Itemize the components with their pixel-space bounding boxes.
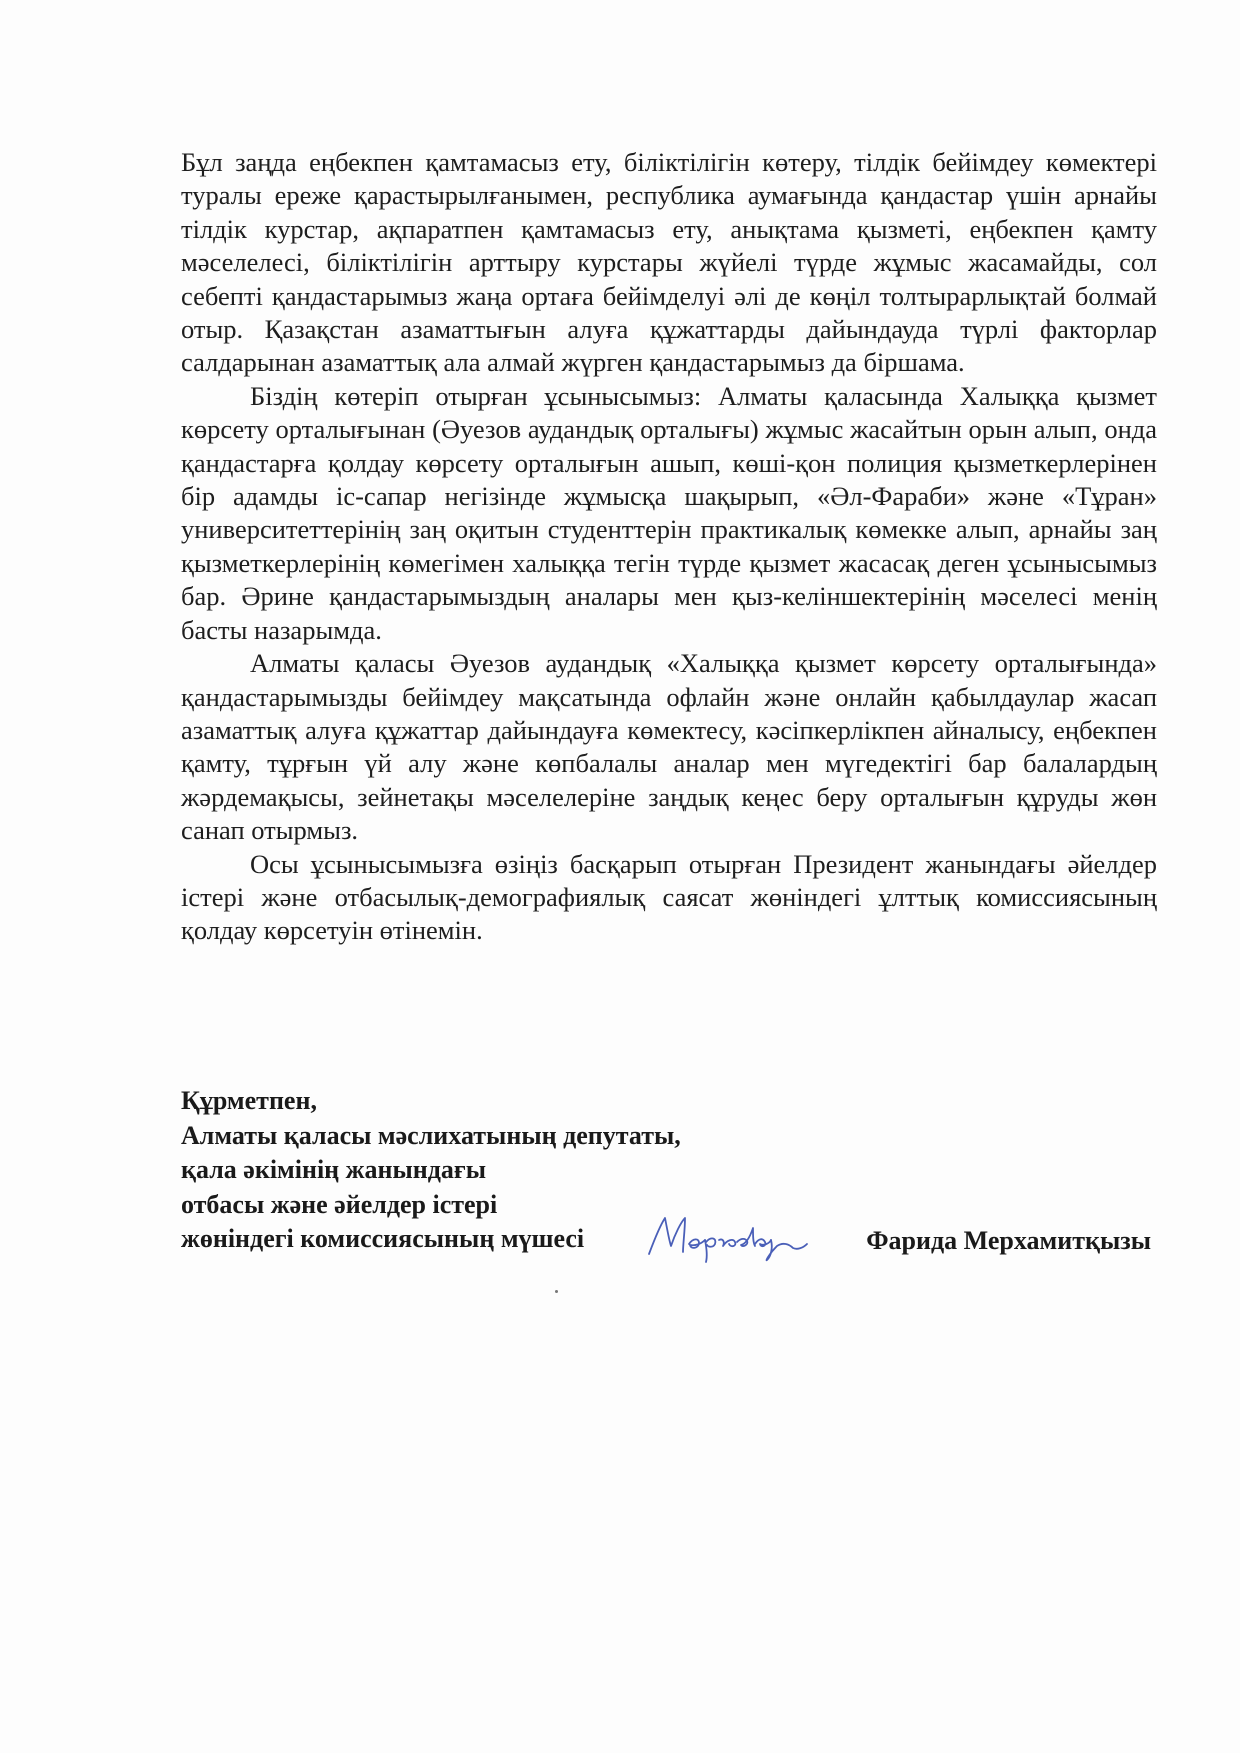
signer-name: Фарида Мерхамитқызы (866, 1226, 1151, 1255)
signer-title-line-3: отбасы және әйелдер істері (181, 1189, 498, 1219)
handwritten-signature (643, 1208, 813, 1264)
scan-speck (555, 1290, 558, 1293)
signer-title-line-2: қала әкімінің жанындағы (181, 1155, 487, 1184)
signer-title-line-4: жөніндегі комиссиясының мүшесі (181, 1224, 585, 1253)
paragraph-2: Біздің көтеріп отырған ұсынысымыз: Алматы қаласында Халыққа қызмет көрсету орталығынан (Әуезов аудандық орталығы) жұмыс жасайтын орын алып, онда қандастарға қолдау көрсету орталығын ашып, көші-қон полиция қызметкерлерінен бір адамды іс-сапар негізінде жұмысқа шақырып, «Әл-Фараби» және «Тұран» университеттерінің заң оқитын студенттерін практикалық көмекке алып, арнайы заң қызметкерлерінің көмегімен халыққа тегін түрде қызмет жасасақ деген ұсынысымыз бар. Әрине қандастарымыздың аналары мен қыз-келіншектерінің мәселесі менің басты назарымда. (181, 380, 1157, 645)
signature-row (181, 1222, 1157, 1262)
closing-salutation: Құрметпен, (181, 1086, 317, 1115)
letter-body (181, 146, 1157, 948)
paragraph-3: Алматы қаласы Әуезов аудандық «Халыққа қызмет көрсету орталығында» қандастарымызды бейімдеу мақсатында офлайн және онлайн қабылдаулар жасап азаматтық алуға құжаттар дайындауға көмектесу, кәсіпкерлікпен айналысу, еңбекпен қамту, тұрғын үй алу және көпбалалы аналар мен мүгедектігі бар балалардың жәрдемақысы, зейнетақы мәселелеріне заңдық кеңес беру орталығын құруды жөн санап отырмыз. (181, 648, 1157, 846)
closing-block (181, 1084, 1157, 1262)
paragraph-1: Бұл заңда еңбекпен қамтамасыз ету, біліктілігін көтеру, тілдік бейімдеу көмектері туралы ереже қарастырылғанымен, республика аумағында қандастар үшін арнайы тілдік курстар, ақпаратпен қамтамасыз ету, анықтама қызметі, еңбекпен қамту мәселелесі, біліктілігін арттыру курстары жүйелі түрде жұмыс жасамайды, сол себепті қандастарымыз жаңа ортаға бейімделуі әлі де көңіл толтырарлықтай болмай отыр. Қазақстан азаматтығын алуға құжаттарды дайындауда түрлі факторлар салдарынан азаматтық ала алмай жүрген қандастарымыз да біршама. (181, 147, 1157, 378)
signer-title-line-1: Алматы қаласы мәслихатының депутаты, (181, 1120, 681, 1150)
paragraph-4: Осы ұсынысымызға өзіңіз басқарып отырған Президент жанындағы әйелдер істері және отбасылық-демографиялық саясат жөніндегі ұлттық комиссиясының қолдау көрсетуін өтінемін. (181, 848, 1157, 946)
